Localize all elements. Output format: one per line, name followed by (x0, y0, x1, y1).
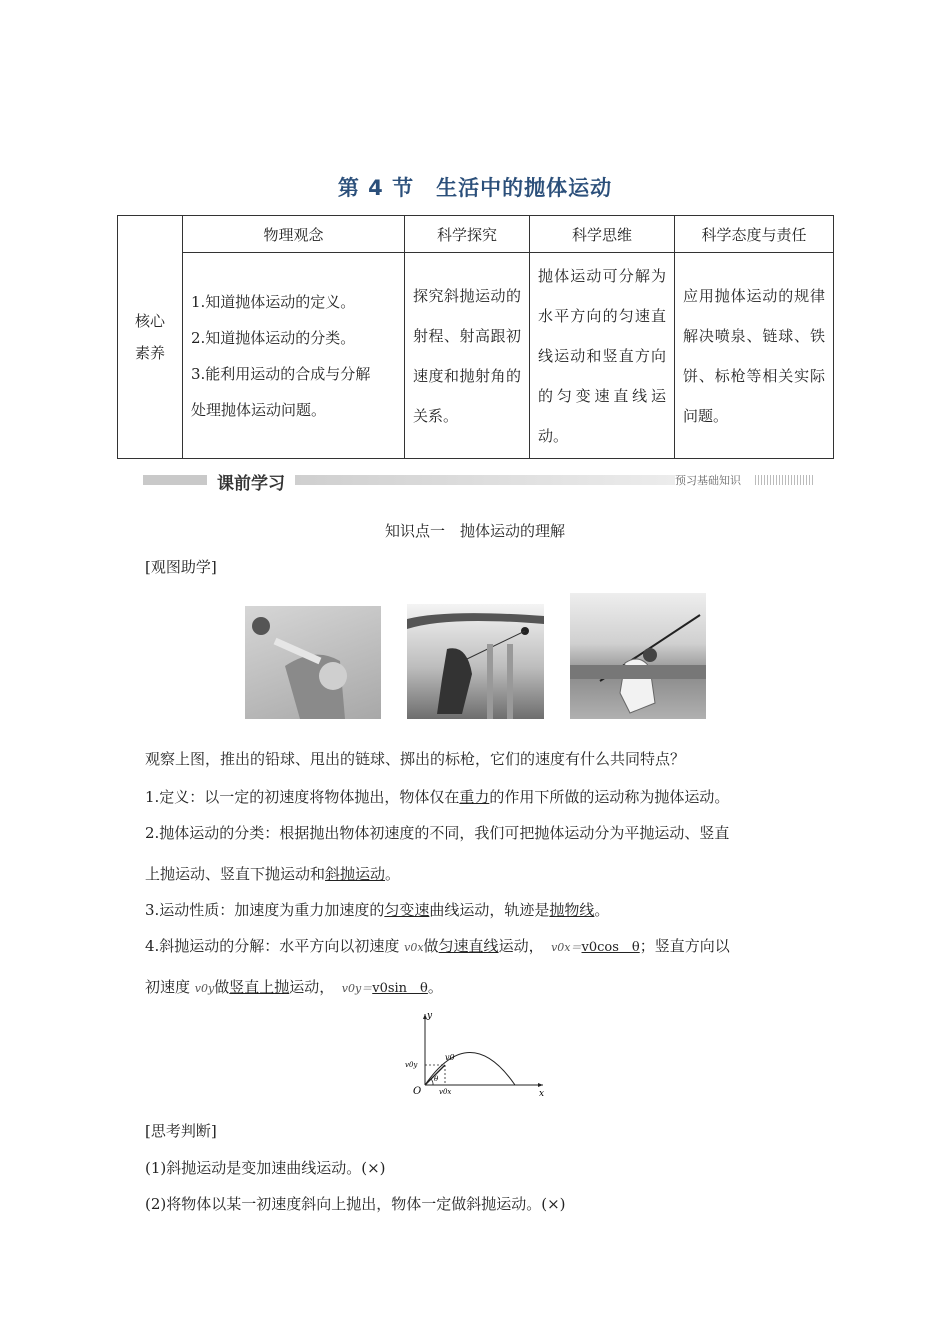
blank-v0sin: v0sin θ (372, 981, 428, 996)
section-banner (143, 469, 815, 494)
y-axis-label: y (427, 1011, 433, 1021)
observe-label: [观图助学] (145, 558, 217, 576)
item-classification-cont: 上抛运动、竖直下抛运动和斜抛运动。 (145, 865, 401, 883)
theta-label: θ (434, 1075, 439, 1083)
cell-inquiry: 探究斜抛运动的射程、射高跟初速度和抛射角的关系。 (405, 253, 530, 459)
origin-label: O (413, 1086, 422, 1097)
header-inquiry: 科学探究 (405, 216, 530, 253)
shot-put-photo (245, 606, 381, 719)
v0x-label: v0x (439, 1088, 452, 1096)
core-literacy-table (117, 215, 834, 459)
think-label: [思考判断] (145, 1122, 217, 1140)
item-classification: 2.抛体运动的分类：根据抛出物体初速度的不同，我们可把抛体运动分为平抛运动、竖直 (145, 824, 730, 842)
cell-thinking: 抛体运动可分解为水平方向的匀速直线运动和竖直方向的匀变速直线运动。 (530, 253, 675, 459)
blank-v0cos: v0cos θ (581, 940, 640, 955)
judge-item-2: (2)将物体以某一初速度斜向上抛出，物体一定做斜抛运动。(×) (145, 1195, 566, 1213)
header-physics-concepts: 物理观念 (183, 216, 405, 253)
question-text: 观察上图，推出的铅球、甩出的链球、掷出的标枪，它们的速度有什么共同特点？ (145, 750, 686, 768)
section-title: 知识点一 抛体运动的理解 (384, 522, 565, 540)
oblique-projection-diagram (405, 1010, 555, 1098)
item-definition: 1.定义：以一定的初速度将物体抛出，物体仅在重力的作用下所做的运动称为抛体运动。 (145, 788, 730, 806)
item-decomposition: 4.斜抛运动的分解：水平方向以初速度 v0x做匀速直线运动， v0x＝v0cos θ；竖直方向以 (145, 937, 730, 955)
javelin-photo (570, 593, 706, 719)
header-attitude: 科学态度与责任 (675, 216, 834, 253)
item-nature: 3.运动性质：加速度为重力加速度的匀变速曲线运动，轨迹是抛物线。 (145, 901, 610, 919)
header-thinking: 科学思维 (530, 216, 675, 253)
banner-subtitle: 预习基础知识 (675, 474, 741, 487)
blank-uniform-accel: 匀变速 (384, 901, 430, 919)
v0y-label: v0y (405, 1061, 418, 1069)
blank-uniform-linear: 匀速直线 (438, 937, 499, 955)
blank-gravity: 重力 (459, 788, 490, 806)
banner-label: 课前学习 (217, 474, 285, 494)
blank-oblique: 斜抛运动 (325, 865, 386, 883)
core-literacy-label: 核心 素养 (118, 216, 183, 459)
v0-label: v0 (445, 1053, 455, 1062)
cell-physics-concepts: 1.知道抛体运动的定义。 2.知道抛体运动的分类。 3.能利用运动的合成与分解 处理抛体运动问题。 (183, 253, 405, 459)
hammer-throw-photo (407, 604, 544, 719)
cell-attitude: 应用抛体运动的规律解决喷泉、链球、铁饼、标枪等相关实际问题。 (675, 253, 834, 459)
page-title: 第 4 节 生活中的抛体运动 (337, 176, 613, 200)
blank-vertical-up: 竖直上抛 (229, 978, 290, 996)
blank-parabola: 抛物线 (549, 901, 595, 919)
item-decomposition-cont: 初速度 v0y做竖直上抛运动， v0y＝v0sin θ。 (145, 978, 443, 996)
x-axis-label: x (539, 1089, 545, 1098)
judge-item-1: (1)斜抛运动是变加速曲线运动。(×) (145, 1159, 386, 1177)
